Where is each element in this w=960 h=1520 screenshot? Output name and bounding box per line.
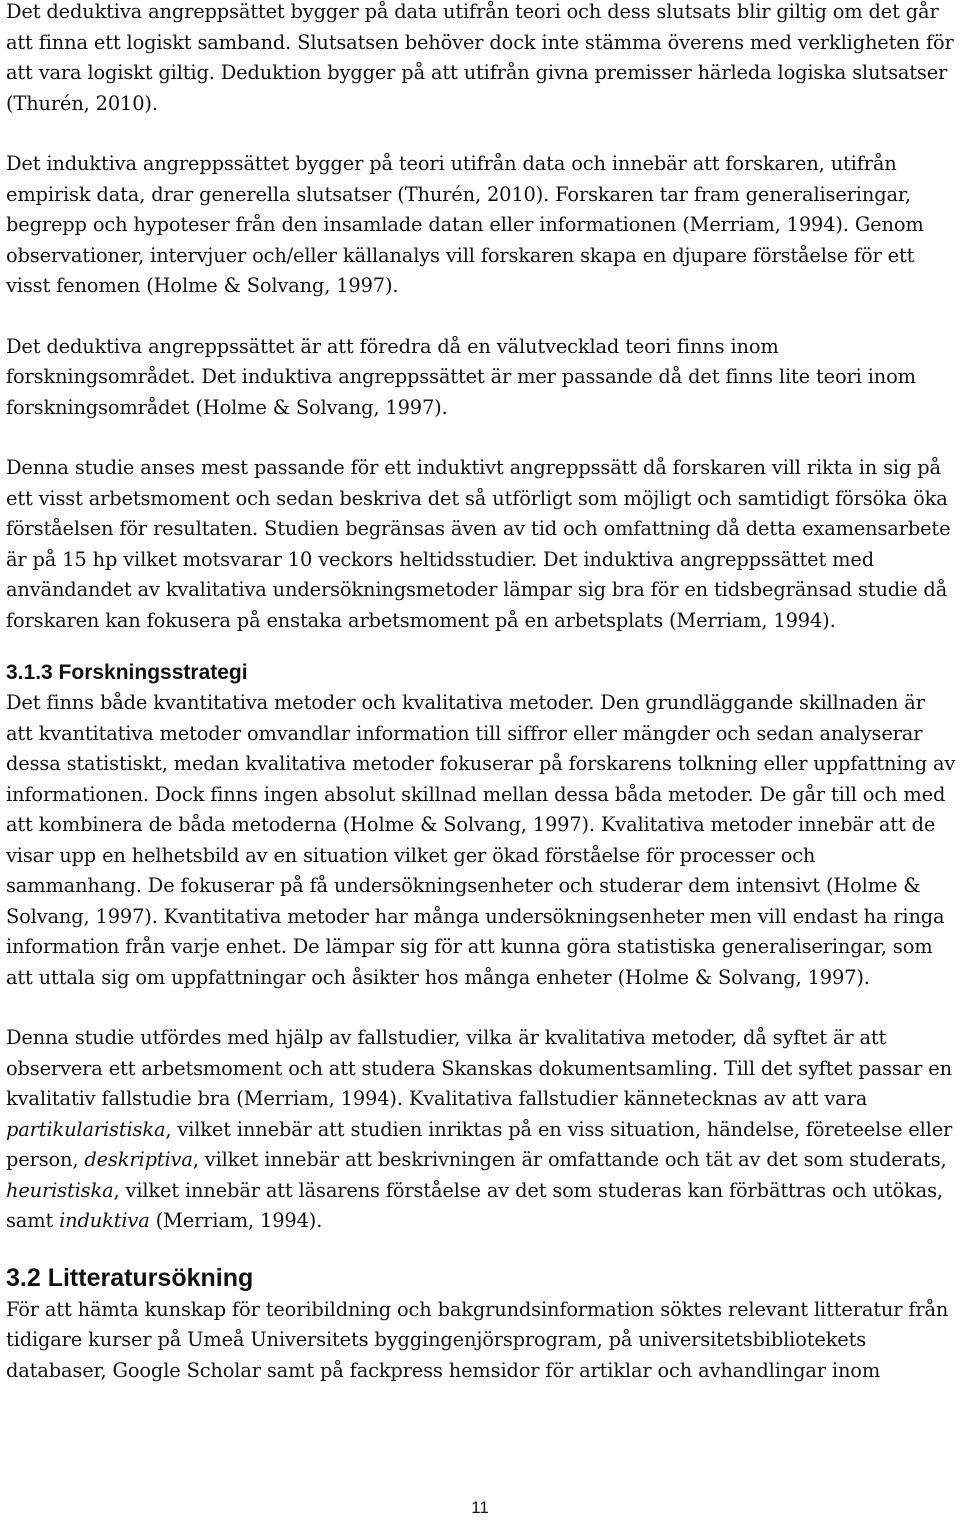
- case-study-text-4: , vilket innebär att läsarens förståelse av det som studeras kan förbättras och utökas, samt: [6, 1178, 943, 1232]
- section-heading-forskningsstrategi: 3.1.3 Forskningsstrategi: [6, 661, 248, 684]
- case-study-text-2: , vilket innebär att studien inriktas på en viss situation, händelse, företeelse eller person,: [6, 1117, 953, 1171]
- paragraph-spacer: [6, 302, 956, 332]
- paragraph-case-studies: [6, 1023, 956, 1237]
- paragraph-literature-search: För att hämta kunskap för teoribildning och bakgrundsinformation söktes relevant litteratur från tidigare kurser på Umeå Universitets byggingenjörsprogram, på universitetsbibliotekets databaser, Google Scholar samt på fackpress hemsidor för artiklar och avhandlingar inom: [6, 1297, 949, 1382]
- term-induktiva: induktiva: [59, 1209, 150, 1232]
- paragraph-approach-comparison: Det deduktiva angreppssättet är att föredra då en välutvecklad teori finns inom forskningsområdet. Det induktiva angreppssättet är mer passande då det finns lite teori inom forskningsområdet (Holme & Solvang, 1997).: [6, 334, 916, 419]
- section-spacer: [6, 636, 956, 658]
- page-number: 11: [471, 1498, 489, 1517]
- term-deskriptiva: deskriptiva: [84, 1148, 193, 1171]
- term-partikularistiska: partikularistiska: [6, 1117, 166, 1141]
- paragraph-spacer: [6, 423, 956, 453]
- term-heuristiska: heuristiska: [6, 1178, 114, 1202]
- paragraph-deductive-approach: Det deduktiva angreppsättet bygger på data utifrån teori och dess slutsats blir giltig om det går att finna ett logiskt samband. Slutsatsen behöver dock inte stämma överens med verkligheten för att vara logiskt giltig. Deduktion bygger på att utifrån givna premisser härleda logiska slutsatser (Thurén, 2010).: [6, 0, 954, 115]
- case-study-text-5: (Merriam, 1994).: [149, 1209, 323, 1232]
- document-page: [6, 0, 956, 1386]
- section-heading-litteratursokning: 3.2 Litteratursökning: [6, 1263, 254, 1292]
- paragraph-research-methods: Det finns både kvantitativa metoder och kvalitativa metoder. Den grundläggande skillnaden är att kvantitativa metoder omvandlar information till siffror eller mängder och sedan analyserar dessa statistiskt, medan kvalitativa metoder fokuserar på forskarens tolkning eller uppfattning av informationen. Dock finns ingen absolut skillnad mellan dessa båda metoder. De går till och med att kombinera de båda metoderna (Holme & Solvang, 1997). Kvalitativa metoder innebär att de visar upp en helhetsbild av en situation vilket ger ökad förståelse för processer och sammanhang. De fokuserar på få undersökningsenheter och studerar dem intensivt (Holme & Solvang, 1997). Kvantitativa metoder har många undersökningsenheter men vill endast ha ringa information från varje enhet. De lämpar sig för att kunna göra statistiska generaliseringar, som att uttala sig om uppfattningar och åsikter hos många enheter (Holme & Solvang, 1997).: [6, 691, 956, 989]
- section-spacer: [6, 1237, 956, 1261]
- case-study-text-3: , vilket innebär att beskrivningen är omfattande och tät av det som studerats,: [192, 1148, 947, 1171]
- paragraph-study-approach: Denna studie anses mest passande för ett induktivt angreppssätt då forskaren vill rikta in sig på ett visst arbetsmoment och sedan beskriva det så utförligt som möjligt och samtidigt försöka öka förståelsen för resultaten. Studien begränsas även av tid och omfattning då detta examensarbete är på 15 hp vilket motsvarar 10 veckors heltidsstudier. Det induktiva angreppssättet med användandet av kvalitativa undersökningsmetoder lämpar sig bra för en tidsbegränsad studie då forskaren kan fokusera på enstaka arbetsmoment på en arbetsplats (Merriam, 1994).: [6, 456, 951, 632]
- paragraph-inductive-approach: Det induktiva angreppssättet bygger på teori utifrån data och innebär att forskaren, utifrån empirisk data, drar generella slutsatser (Thurén, 2010). Forskaren tar fram generaliseringar, begrepp och hypoteser från den insamlade datan eller informationen (Merriam, 1994). Genom observationer, intervjuer och/eller källanalys vill forskaren skapa en djupare förståelse för ett visst fenomen (Holme & Solvang, 1997).: [6, 152, 924, 297]
- paragraph-spacer: [6, 993, 956, 1023]
- case-study-text-1: Denna studie utfördes med hjälp av fallstudier, vilka är kvalitativa metoder, då syftet är att observera ett arbetsmoment och att studera Skanskas dokumentsamling. Till det syftet passar en kvalitativ fallstudie bra (Merriam, 1994). Kvalitativa fallstudier kännetecknas av att vara: [6, 1026, 952, 1110]
- paragraph-spacer: [6, 119, 956, 149]
